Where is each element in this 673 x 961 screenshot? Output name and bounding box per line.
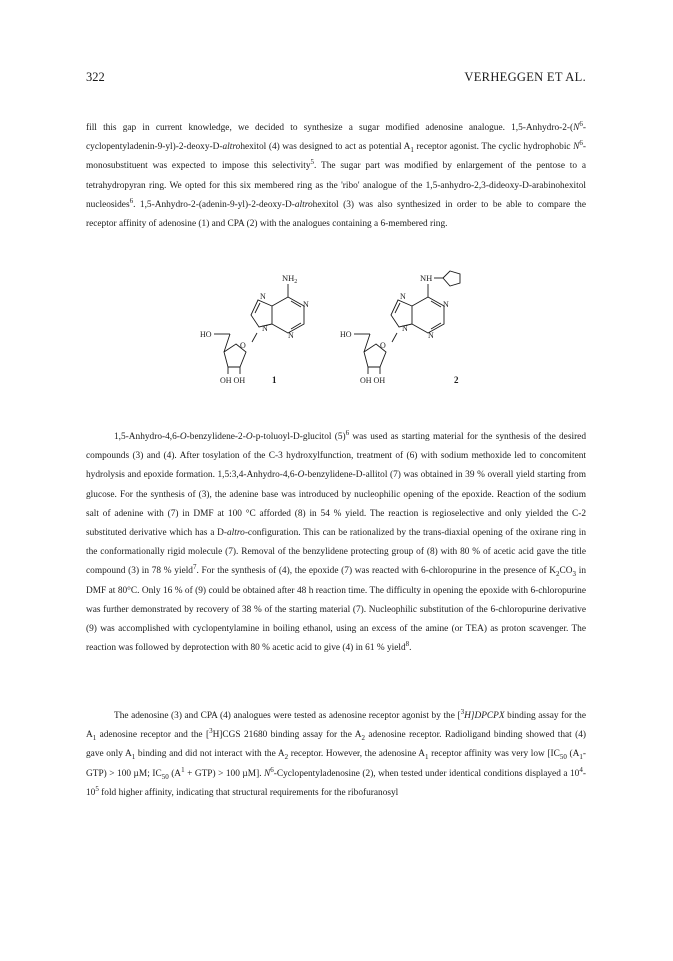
svg-text:O: O — [240, 341, 246, 350]
structure-cpa — [340, 271, 460, 385]
paragraph-binding — [86, 707, 586, 803]
svg-text:HO: HO — [200, 330, 212, 339]
svg-text:O: O — [380, 341, 386, 350]
svg-text:N: N — [402, 324, 408, 333]
paragraph-text: 1,5-Anhydro-4,6-O-benzylidene-2-O-p-toluoyl-D-glucitol $(5)^6$ was used as starting material for the synthesis of the desired compounds (3) and (4). After tosylation of the C-3 hydroxylfunction, treatment of (6) with sodium methoxide led to concomitent hydrolysis and epoxide formation. 1,5:3,4-Anhydro-4,6-O-benzylidene-D-allitol (7) was obtained in 39 % overall yield starting from glucose. For the synthesis of (3), the adenine base was introduced by nucleophilic opening of the epoxide. Reaction of the sodium salt of adenine with (7) in DMF at 100 °C afforded (8) in 54 % yield. The reaction is regioselective and only yielded the C-2 substituted derivative which has a D-altro-configuration. This can be rationalized by the trans-diaxial opening of the oxirane ring in the conformationally rigid molecule (7). Removal of the benzylidene protecting group of (8) with 80 % of acetic acid gave the title compound (3) in 78 % yield$^7$. For the synthesis of (4), the epoxide (7) was reacted with 6-chloropurine in the presence of $K_2CO_3$ in DMF at 80°C. Only 16 % of (9) could be obtained after 48 h reaction time. The difficulty in opening the epoxide with 6-chloropurine was further demonstrated by recovery of 38 % of the starting material (7). Nucleophilic substitution of the 6-chloropurine derivative (9) was accomplished with cyclopentylamine in boiling ethanol, using an excess of the amine (or TEA) as proton scavenger. The reaction was followed by deprotection with 80 % acetic acid to give (4) in 61 % yield$^8$. — [86, 428, 586, 654]
svg-text:N: N — [260, 292, 266, 301]
paragraph-text: The adenosine (3) and CPA (4) analogues were tested as adenosine receptor agonist by the [$^3$H]DPCPX binding assay for the $A_1$ adenosine receptor and the [$^3$H]CGS 21680 binding assay for the $A_2$ adenosine receptor. Radioligand binding showed that (4) gave only $A_1$ binding and did not interact with the $A_2$ receptor. However, the adenosine $A_1$ receptor affinity was very low [$IC_{50}$ $(A_1-GTP) > 100$ µM; $IC_{50}$ $(A^1 + GTP) > 100$ µM]. $N^6$-Cyclopentyladenosine (2), when tested under identical conditions displayed a $10^4-10^5$ fold higher affinity, indicating that structural requirements for the ribofuranosyl — [86, 707, 587, 798]
chemical-structures-figure — [200, 270, 480, 388]
svg-text:N: N — [288, 331, 294, 340]
paragraph-synthesis — [86, 428, 586, 658]
paragraph-text: fill this gap in current knowledge, we decided to synthesize a sugar modified adenosine analogue. $1,5-Anhydro-2-(N^6-cyclopentyladenin-9-yl)-2-deoxy-D$-altrohexitol (4) was designed to act as potential $A_1$ receptor agonist. The cyclic hydrophobic $N^6$-monosubstituent was expected to impose this selectivity$^5$. The sugar part was modified by enlargement of the pentose to a tetrahydropyran ring. We opted for this six membered ring as the 'ribo' analogue of the 1,5-anhydro-2,3-dideoxy-D-arabinohexitol nucleosides$^6$. 1,5-Anhydro-2-(adenin-9-yl)-2-deoxy-D-altrohexitol (3) was also synthesized in order to be able to compare the receptor affinity of adenosine (1) and CPA (2) with the analogues containing a 6-membered ring. — [86, 119, 587, 230]
structure-label-1: 1 — [272, 375, 277, 385]
svg-text:OH OH: OH OH — [220, 376, 246, 385]
page-number: 322 — [86, 70, 105, 84]
svg-text:OH OH: OH OH — [360, 376, 386, 385]
svg-text:N: N — [400, 292, 406, 301]
svg-text:NH2: $NH_2$ — [282, 273, 298, 285]
svg-text:HO: HO — [340, 330, 352, 339]
svg-text:N: N — [443, 300, 449, 309]
svg-text:N: N — [262, 324, 268, 333]
svg-text:N: N — [303, 300, 309, 309]
structure-adenosine — [200, 273, 309, 385]
structure-label-2: 2 — [454, 375, 459, 385]
svg-text:N: N — [428, 331, 434, 340]
svg-text:NH: NH — [420, 273, 433, 283]
running-head: VERHEGGEN ET AL. — [464, 70, 586, 84]
paragraph-intro — [86, 119, 586, 234]
